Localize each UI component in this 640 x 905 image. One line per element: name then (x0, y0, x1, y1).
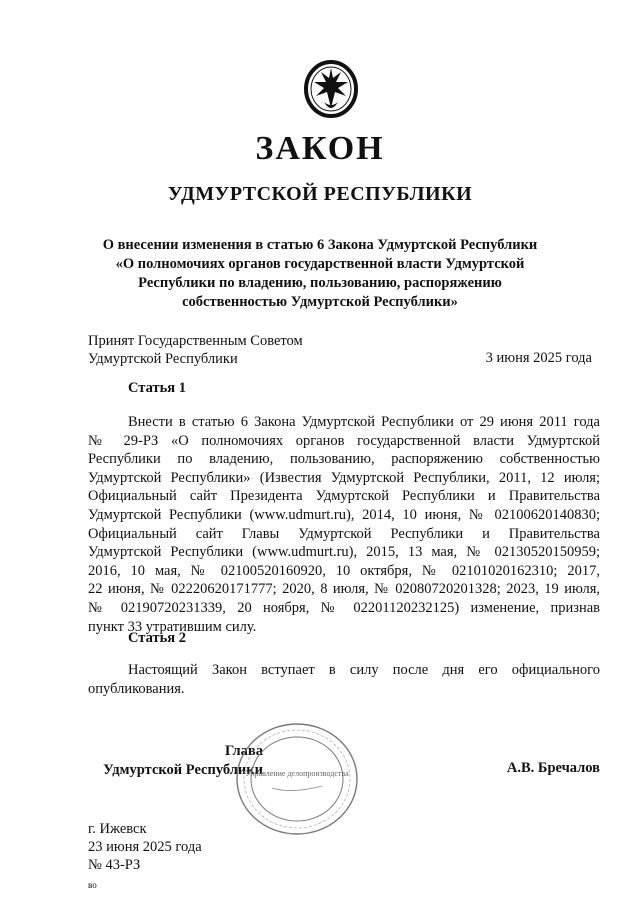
stamp-text: Управление делопроизводства (245, 769, 349, 778)
heading-line: Республики по владению, пользованию, распоряжению (138, 275, 502, 291)
article-1-line: № 29-РЗ «О полномочиях органов государственной власти Удмуртской (88, 432, 600, 449)
article-1-line: 2016, 10 мая, № 02100520160920, 10 октября, № 02101020162310; 2017, (88, 562, 600, 579)
adoption-date: 3 июня 2025 года (485, 350, 592, 366)
article-2-body (88, 661, 600, 698)
article-1-line: Внести в статью 6 Закона Удмуртской Республики от 29 июня 2011 года (128, 414, 600, 430)
heading-line: собственностью Удмуртской Республики» (182, 294, 458, 310)
adoption-line: Принят Государственным Советом (88, 333, 303, 349)
article-2-line: Настоящий Закон вступает в силу после дня его официального (128, 662, 600, 678)
article-1-line: 22 июня, № 02220620171777; 2020, 8 июля, № 02080720201328; 2023, 19 июля, (88, 581, 600, 598)
document-subtitle: УДМУРТСКОЙ РЕСПУБЛИКИ (167, 183, 473, 205)
executor-initials: во (88, 880, 97, 890)
article-1-body (88, 413, 600, 636)
footer-number: № 43-РЗ (88, 857, 141, 873)
article-2-heading: Статья 2 (128, 630, 186, 646)
coat-of-arms-emblem (302, 58, 360, 120)
adoption-line: Удмуртской Республики (88, 351, 238, 367)
heading-line: «О полномочиях органов государственной власти Удмуртской (115, 256, 525, 272)
document-title: ЗАКОН (255, 130, 385, 167)
law-heading (90, 236, 550, 312)
article-1-line: Удмуртской Республики (www.udmurt.ru), 2015, 13 мая, № 02130520150959; (88, 544, 600, 561)
official-stamp (232, 720, 362, 838)
article-1-line: Официальный сайт Президента Удмуртской Республики и Правительства (88, 488, 600, 505)
article-1-line: Республики по владению, пользованию, распоряжению собственностью (88, 451, 600, 468)
footer-city: г. Ижевск (88, 821, 147, 837)
article-1-line: № 02190720231339, 20 ноября, № 02201120232125) изменение, признав (88, 599, 600, 616)
article-1-line: Удмуртской Республики» (Известия Удмуртской Республики, 2011, 12 июля; (88, 469, 600, 486)
document-footer (88, 820, 202, 874)
footer-date: 23 июня 2025 года (88, 839, 202, 855)
signatory-title-line: Удмуртской Республики (103, 762, 263, 778)
adoption-info (88, 332, 303, 368)
heading-line: О внесении изменения в статью 6 Закона Удмуртской Республики (102, 237, 538, 253)
article-1-line: Официальный сайт Главы Удмуртской Республики и Правительства (88, 525, 600, 542)
article-1-heading: Статья 1 (128, 380, 186, 396)
article-1-line: пункт 33 утратившим силу. (88, 618, 257, 635)
article-1-line: Удмуртской Республики (www.udmurt.ru), 2014, 10 июня, № 02100620140830; (88, 506, 600, 523)
signatory-title-line: Глава (224, 743, 263, 759)
signatory-name: А.В. Бречалов (506, 760, 600, 776)
article-2-line: опубликования. (88, 680, 185, 697)
